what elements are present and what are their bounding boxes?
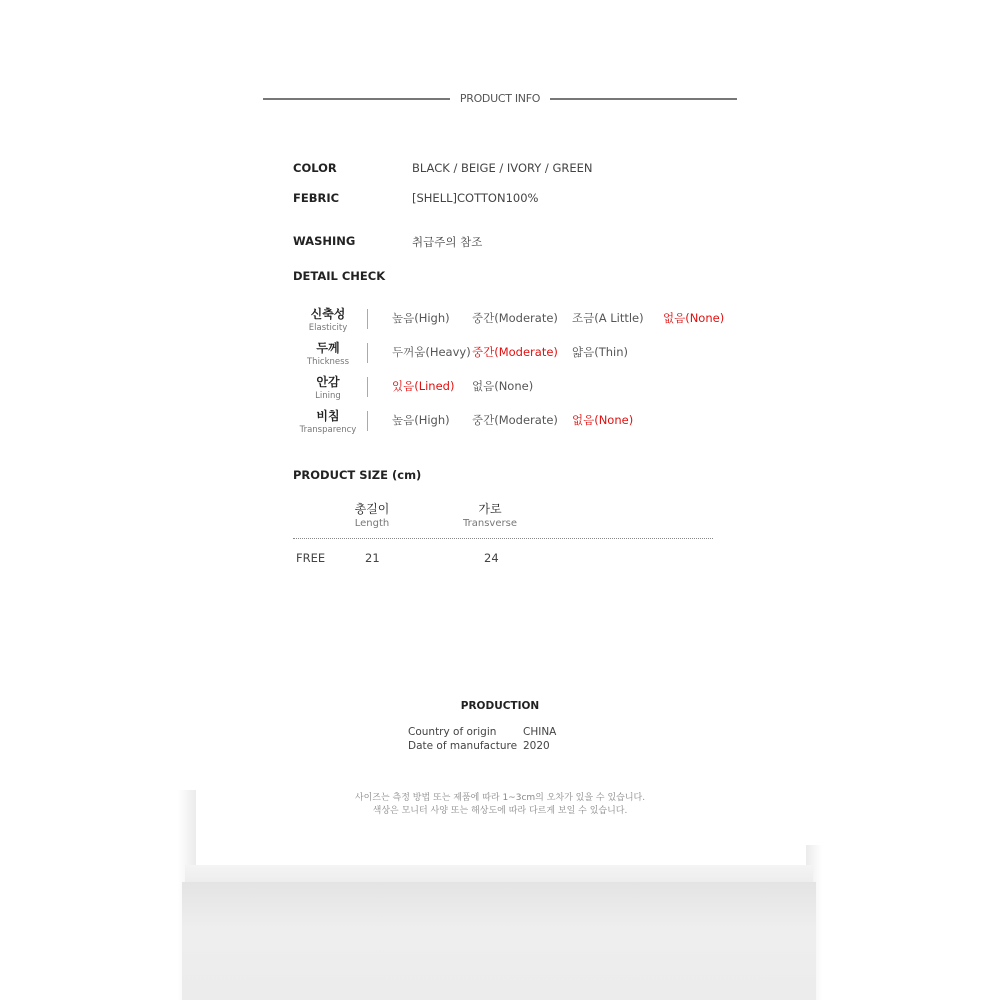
size-column-ko: 총길이	[354, 502, 390, 516]
option-moderate: 중간(Moderate)	[472, 311, 558, 325]
production-title: PRODUCTION	[460, 700, 540, 712]
size-column-en: Length	[354, 518, 390, 529]
detail-name	[290, 373, 366, 401]
washing-value: 취급주의 참조	[412, 235, 483, 249]
production-value: 2020	[523, 740, 550, 752]
detail-name-en: Lining	[315, 391, 341, 401]
size-length-value: 21	[365, 551, 380, 565]
detail-separator	[367, 377, 368, 397]
size-column-transverse	[455, 500, 525, 529]
option-none-selected: 없음(None)	[663, 311, 725, 325]
detail-separator	[367, 309, 368, 329]
option-none: 없음(None)	[472, 379, 534, 393]
production-key: Country of origin	[408, 726, 497, 738]
detail-check-title: DETAIL CHECK	[293, 269, 386, 283]
fabric-value: [SHELL]COTTON100%	[412, 191, 539, 205]
detail-row-lining	[290, 373, 750, 407]
detail-name-ko: 신축성	[310, 307, 346, 321]
detail-name-en: Transparency	[299, 425, 357, 435]
section-title-product-info: PRODUCT INFO	[459, 92, 541, 105]
option-high: 높음(High)	[392, 413, 450, 427]
detail-separator	[367, 411, 368, 431]
option-high: 높음(High)	[392, 311, 450, 325]
size-row-name: FREE	[296, 551, 326, 565]
detail-name	[290, 407, 366, 435]
detail-name-ko: 비침	[316, 409, 340, 423]
size-column-ko: 가로	[478, 502, 502, 516]
detail-row-thickness	[290, 339, 750, 373]
color-label: COLOR	[293, 161, 337, 175]
detail-name	[290, 339, 366, 367]
size-transverse-value: 24	[484, 551, 499, 565]
size-column-en: Transverse	[463, 518, 517, 529]
option-a-little: 조금(A Little)	[572, 311, 644, 325]
product-size-title: PRODUCT SIZE (cm)	[293, 468, 422, 482]
detail-name-en: Thickness	[306, 357, 349, 367]
color-value: BLACK / BEIGE / IVORY / GREEN	[412, 161, 593, 175]
option-heavy: 두꺼움(Heavy)	[392, 345, 471, 359]
detail-row-elasticity	[290, 305, 750, 339]
production-value: CHINA	[523, 726, 557, 738]
detail-name-en: Elasticity	[308, 323, 348, 333]
size-table-divider	[293, 538, 713, 539]
option-lined-selected: 있음(Lined)	[392, 379, 455, 393]
option-moderate: 중간(Moderate)	[472, 413, 558, 427]
notice-line: 색상은 모니터 사양 또는 해상도에 따라 다르게 보일 수 있습니다.	[372, 806, 628, 816]
size-column-length	[342, 500, 402, 529]
display-box-front	[182, 882, 816, 1000]
option-moderate-selected: 중간(Moderate)	[472, 345, 558, 359]
header-line-right	[550, 98, 737, 100]
detail-name	[290, 305, 366, 333]
detail-name-ko: 안감	[316, 375, 340, 389]
fabric-label: FEBRIC	[293, 191, 340, 205]
option-thin: 얇음(Thin)	[572, 345, 628, 359]
header-line-left	[263, 98, 450, 100]
production-key: Date of manufacture	[408, 740, 518, 752]
washing-label: WASHING	[293, 234, 356, 248]
detail-name-ko: 두께	[316, 341, 340, 355]
notice-line: 사이즈는 측정 방법 또는 제품에 따라 1~3cm의 오차가 있을 수 있습니다.	[354, 793, 646, 803]
option-none-selected: 없음(None)	[572, 413, 634, 427]
detail-row-transparency	[290, 407, 750, 441]
detail-separator	[367, 343, 368, 363]
